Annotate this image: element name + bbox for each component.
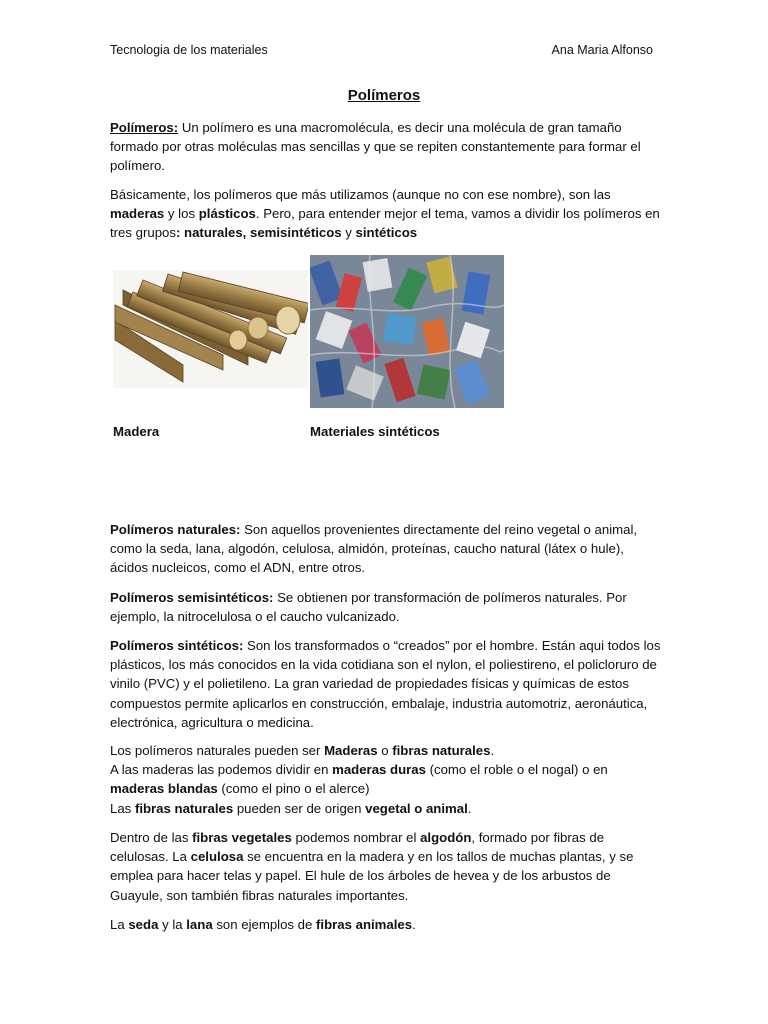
types-l1e: . bbox=[490, 743, 495, 758]
intro-text-1: Básicamente, los polímeros que más utilizamos (aunque no con ese nombre), son las bbox=[110, 187, 611, 202]
anim-f: fibras animales bbox=[316, 917, 413, 932]
veg-b: fibras vegetales bbox=[192, 830, 292, 845]
paragraph-natural-types bbox=[110, 741, 665, 818]
intro-bold-sinteticos: sintéticos bbox=[355, 225, 418, 241]
types-l2d: maderas blandas bbox=[110, 781, 218, 797]
intro-text-3: . Pero, para entender mejor el tema, vamos a dividir los polímeros en tres grupos bbox=[110, 206, 660, 241]
types-l3b: fibras naturales bbox=[134, 800, 234, 816]
types-l1a: Los polímeros naturales pueden ser bbox=[110, 743, 325, 758]
intro-bold-maderas: maderas bbox=[110, 206, 165, 222]
types-l2c: (como el roble o el nogal) o en bbox=[425, 762, 608, 778]
anim-b: seda bbox=[128, 917, 159, 932]
caption-synthetic: Materiales sintéticos bbox=[310, 424, 440, 439]
anim-a: La bbox=[110, 917, 129, 932]
types-l3d: vegetal o animal bbox=[365, 800, 468, 816]
paragraph-animal-fibers bbox=[110, 915, 665, 934]
synthetic-materials-image bbox=[310, 255, 504, 408]
paragraph-intro bbox=[110, 185, 665, 243]
veg-f: celulosa bbox=[190, 849, 244, 865]
paragraph-natural-polymers bbox=[110, 520, 665, 578]
types-l2a: A las maderas las podemos dividir en bbox=[110, 762, 333, 778]
types-l3a: Las bbox=[110, 800, 135, 816]
header-left: Tecnologia de los materiales bbox=[110, 43, 268, 57]
types-l2b: maderas duras bbox=[332, 762, 426, 778]
paragraph-semisynthetic-polymers bbox=[110, 588, 665, 626]
types-l1d: fibras naturales bbox=[392, 743, 491, 758]
anim-e: son ejemplos de bbox=[212, 917, 317, 932]
veg-e: , formado por fibras de celulosas. La bbox=[110, 830, 605, 865]
header-right: Ana Maria Alfonso bbox=[551, 43, 653, 57]
paragraph-synthetic-polymers bbox=[110, 636, 665, 732]
anim-g: . bbox=[412, 917, 416, 932]
term-polimeros: Polímeros: bbox=[110, 120, 179, 135]
paragraph-vegetable-fibers bbox=[110, 828, 665, 905]
veg-g: se encuentra en la madera y en los tallos de muchas plantas, y se emplea para hacer telas y papel. El hule de los árboles de hevea y de los arbustos de Guayule, son también fibras naturales importantes. bbox=[110, 849, 634, 903]
anim-d: lana bbox=[186, 917, 213, 932]
types-l1c: o bbox=[377, 743, 393, 758]
caption-wood: Madera bbox=[113, 424, 160, 439]
intro-bold-plasticos: plásticos bbox=[198, 206, 256, 222]
natural-text: Son aquellos provenientes directamente del reino vegetal o animal, como la seda, lana, algodón, celulosa, almidón, proteínas, caucho natural (látex o hule), ácidos nucleicos, como el ADN, entre otros. bbox=[110, 522, 638, 576]
semisynthetic-text: Se obtienen por transformación de polímeros naturales. Por ejemplo, la nitrocelulosa o el caucho vulcanizado. bbox=[110, 590, 627, 625]
veg-c: podemos nombrar el bbox=[291, 830, 421, 845]
intro-bold-groups: : naturales, semisintéticos bbox=[175, 225, 342, 241]
veg-a: Dentro de las bbox=[110, 830, 193, 845]
term-semisynthetic: Polímeros semisintéticos: bbox=[110, 590, 274, 605]
types-l2e: (como el pino o el alerce) bbox=[217, 781, 370, 797]
veg-d: algodón bbox=[420, 830, 472, 845]
term-synthetic: Polímeros sintéticos: bbox=[110, 638, 244, 653]
synthetic-text: Son los transformados o “creados” por el hombre. Están aqui todos los plásticos, los más conocidos en la vida cotidiana son el nylon, el poliestireno, el policloruro de vinilo (PVC) y el polietileno. La gran variedad de propiedades físicas y químicas de estos compuestos permite aplicarlos en construcción, embalaje, industria automotriz, aeronáutica, electrónica, agricultura o medicina. bbox=[110, 638, 661, 730]
page-title: Polímeros bbox=[347, 87, 421, 104]
types-l3e: . bbox=[467, 800, 472, 816]
intro-text-2: y los bbox=[164, 206, 199, 222]
intro-text-4: y bbox=[341, 225, 356, 241]
wood-image bbox=[113, 270, 308, 388]
term-natural: Polímeros naturales: bbox=[110, 522, 241, 537]
definition-text: Un polímero es una macromolécula, es decir una molécula de gran tamaño formado por otras moléculas mas sencillas y que se repiten constantemente para formar el polímero. bbox=[110, 120, 641, 174]
types-l3c: pueden ser de origen bbox=[233, 800, 366, 816]
paragraph-definition bbox=[110, 118, 665, 176]
anim-c: y la bbox=[158, 917, 187, 932]
types-l1b: Maderas bbox=[324, 743, 378, 758]
